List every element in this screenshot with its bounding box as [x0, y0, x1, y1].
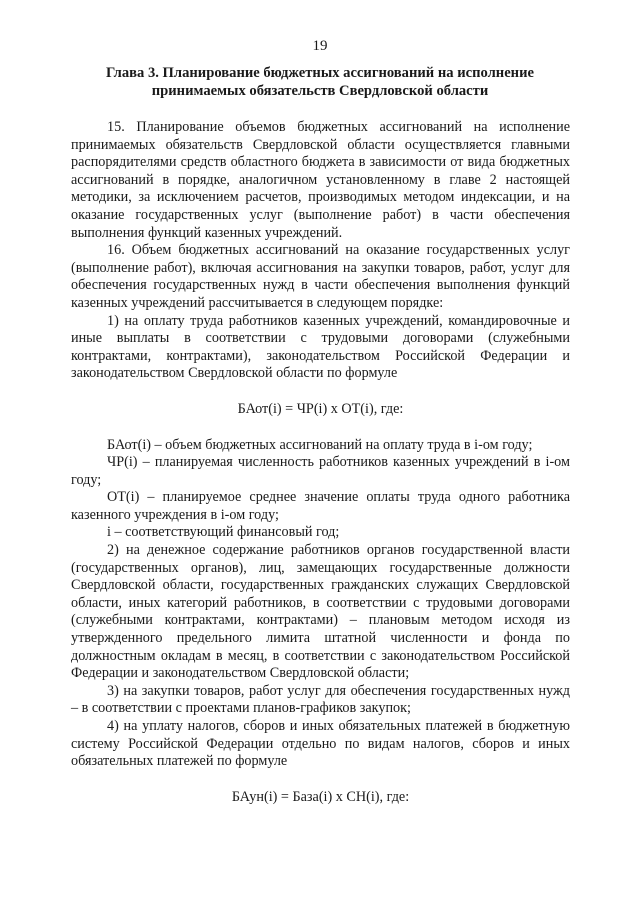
spacer — [71, 771, 570, 789]
chapter-heading: Глава 3. Планирование бюджетных ассигнований на исполнение принимаемых обязательств Свердловской области — [106, 65, 534, 99]
spacer — [71, 383, 570, 401]
definition-i: i – соответствующий финансовый год; — [107, 524, 340, 541]
definition-ot: ОТ(i) – планируемое среднее значение оплаты труда одного работника казенного учреждения в i-ом году; — [71, 489, 570, 523]
list-item-1: 1) на оплату труда работников казенных учреждений, командировочные и иные выплаты в соответствии с трудовыми договорами (служебными контрактами, контрактами), законодательством Российской Федерации и законодательством Свердловской области по формуле — [71, 312, 570, 382]
list-item-2: 2) на денежное содержание работников органов государственной власти (государственных органов), лиц, замещающих государственные должности Свердловской области, государственных гражданских служащих Свердловской области, иных категорий работников, в соответствии с трудовыми договорами (служебными контрактами, контрактами) – плановым методом исходя из утвержденного предельного лимита штатной численности и фонда по должностным окладам в месяц, в соответствии с законодательством Российской Федерации и законодательством Свердловской области; — [71, 542, 570, 682]
list-item-4: 4) на уплату налогов, сборов и иных обязательных платежей в бюджетную систему Российской Федерации отдельно по видам налогов, сборов и иных обязательных платежей по формуле — [71, 718, 570, 770]
paragraph-16: 16. Объем бюджетных ассигнований на оказание государственных услуг (выполнение работ), включая ассигнования на закупки товаров, работ, услуг для обеспечения государственных нужд в части обеспечения выполнения функций казенных учреждений рассчитывается в следующем порядке: — [71, 242, 570, 311]
page-number: 19 — [312, 38, 328, 54]
formula-baun: БАун(i) = База(i) x СН(i), где: — [231, 788, 410, 805]
formula-baot: БАот(i) = ЧР(i) x ОТ(i), где: — [237, 400, 404, 417]
document-body — [71, 119, 570, 806]
paragraph-15: 15. Планирование объемов бюджетных ассигнований на исполнение принимаемых обязательств Свердловской области осуществляется главными распорядителями средств областного бюджета в зависимости от вида бюджетных ассигнований в порядке, аналогичном установленному в главе 2 настоящей методики, за исключением расчетов, производимых методом индексации, и на оказание государственных услуг (выполнение работ) в части обеспечения выполнения функций казенных учреждений. — [71, 119, 570, 241]
list-item-3: 3) на закупки товаров, работ услуг для обеспечения государственных нужд – в соответствии с проектами планов-графиков закупок; — [71, 682, 570, 717]
definition-chr: ЧР(i) – планируемая численность работников казенных учреждений в i-ом году; — [71, 454, 570, 488]
spacer — [71, 419, 570, 437]
definition-baot: БАот(i) – объем бюджетных ассигнований на оплату труда в i-ом году; — [107, 436, 533, 453]
